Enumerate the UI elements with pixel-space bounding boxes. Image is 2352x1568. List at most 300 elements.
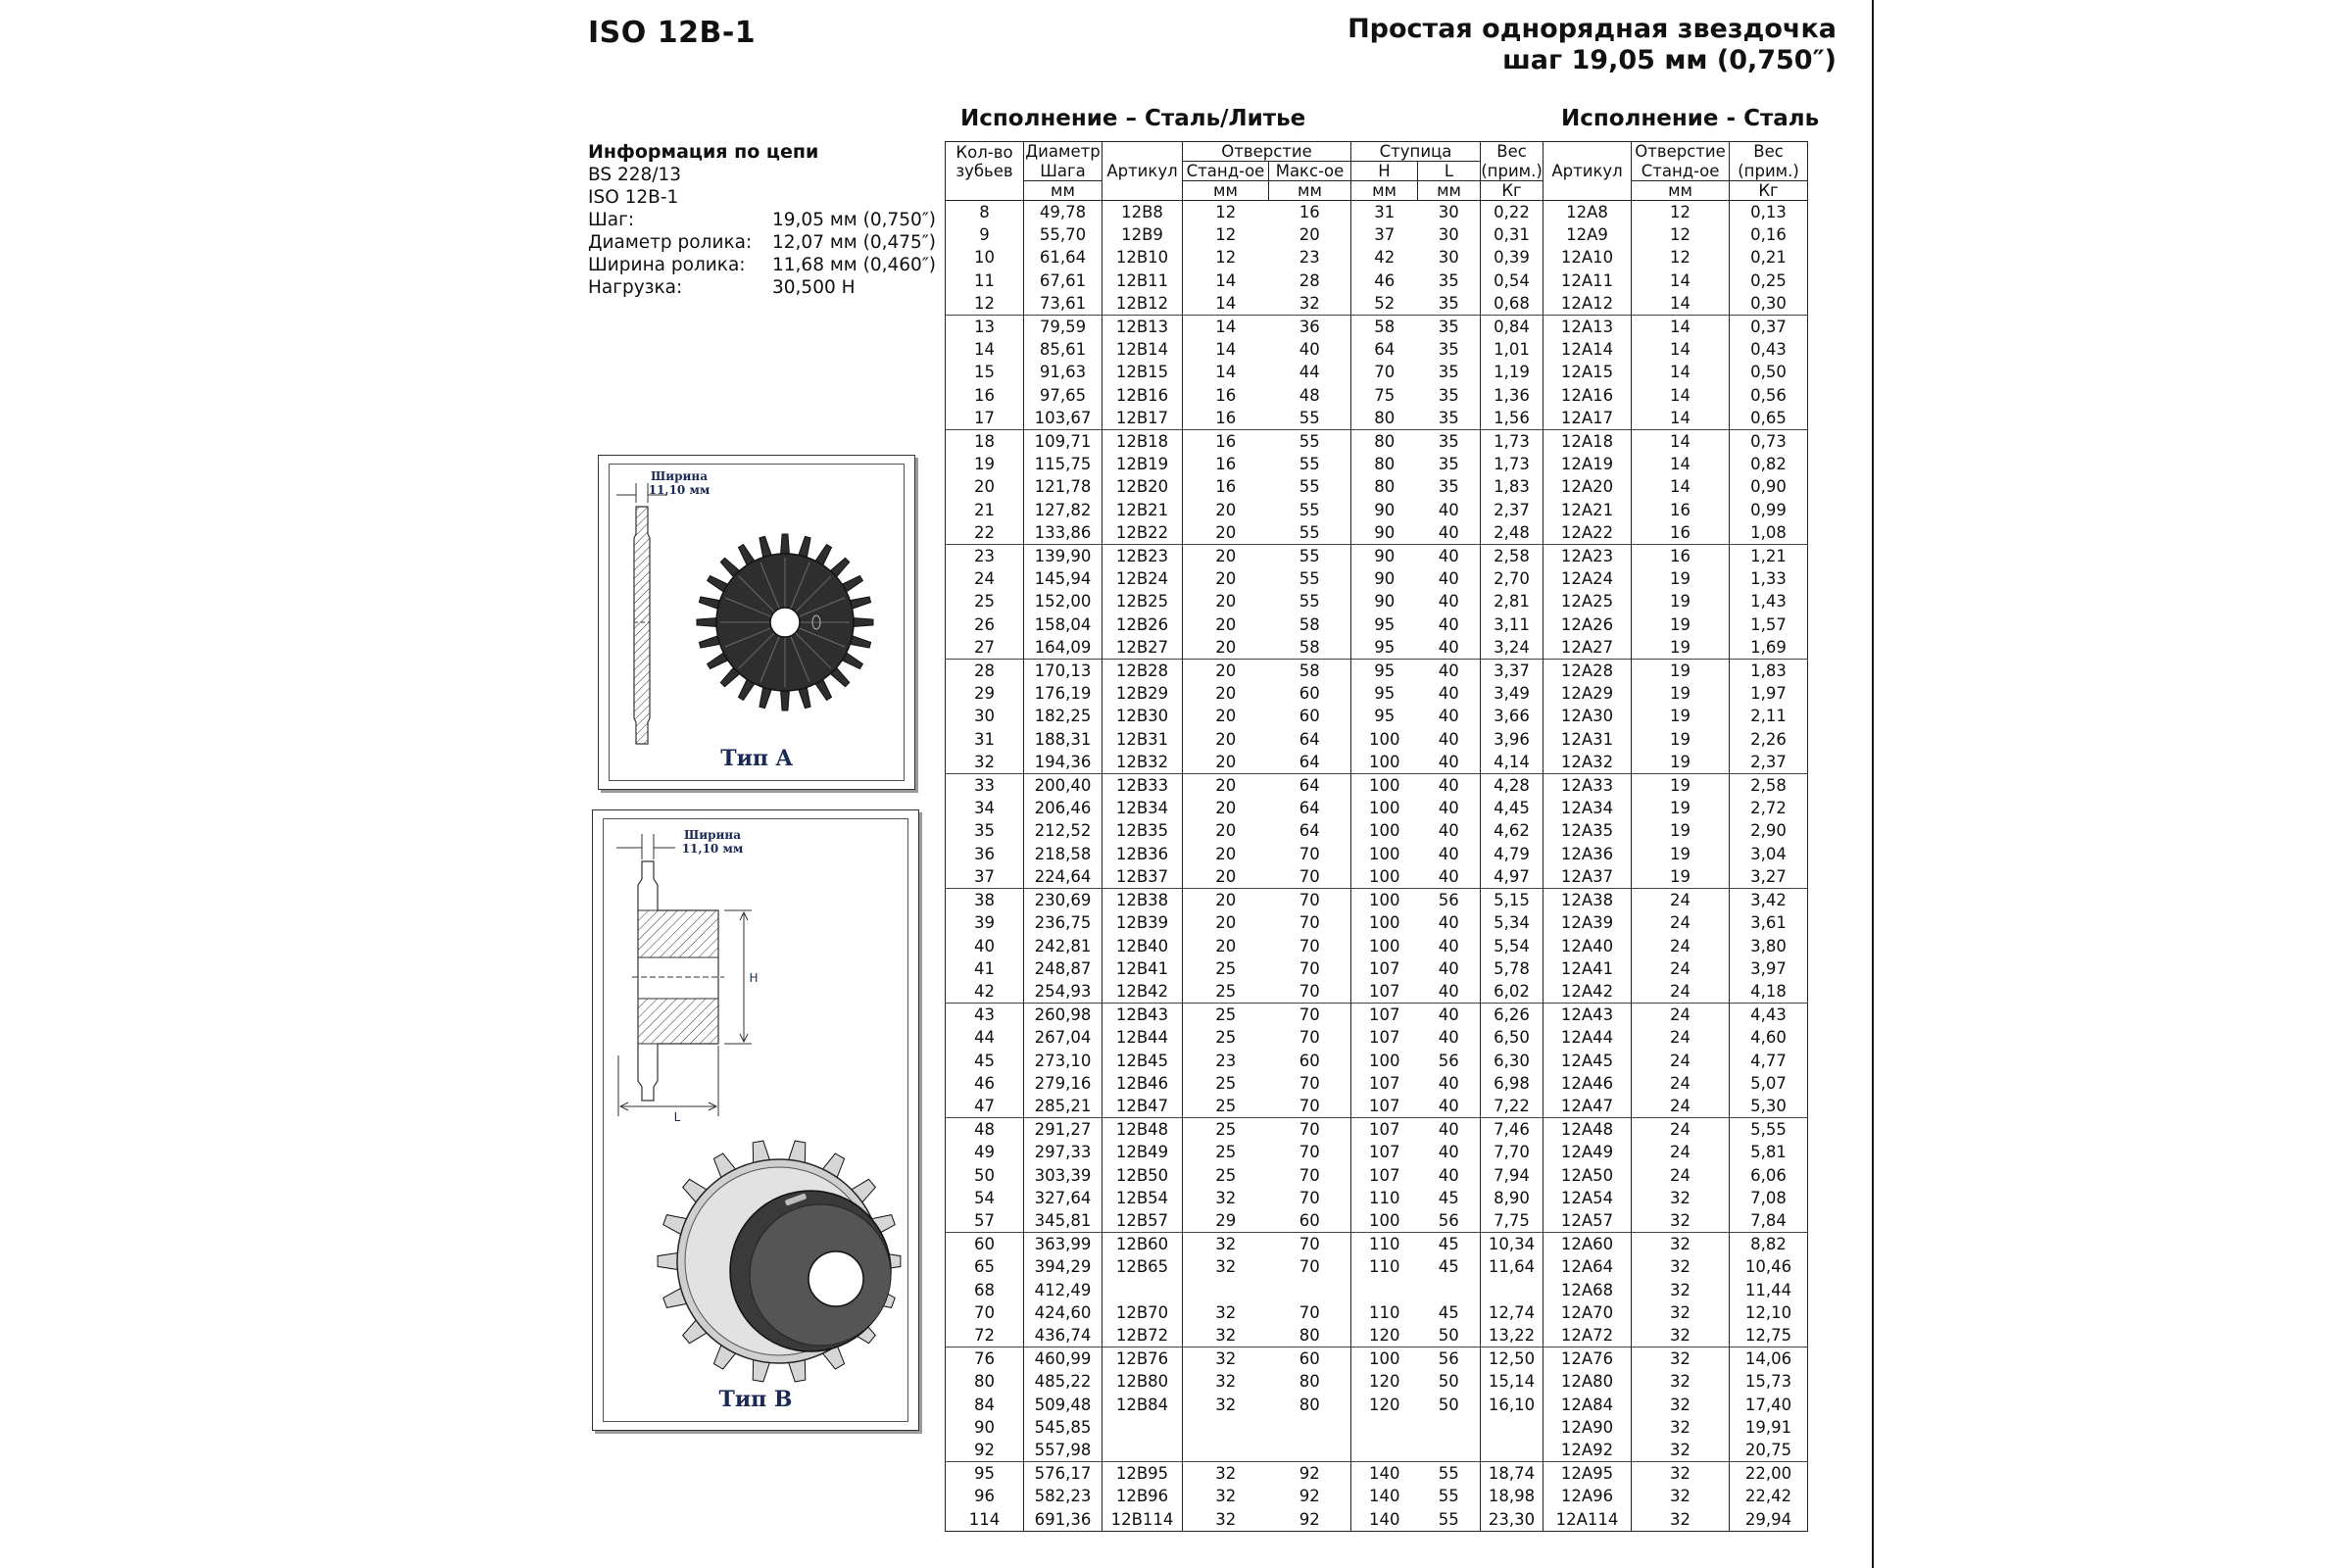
cell-bore-max: 58 [1269,613,1351,636]
cell-article-steel: 12A64 [1544,1255,1632,1278]
col-header-pitch-diameter: Диаметр [1025,142,1101,162]
cell-bore-max: 70 [1269,889,1351,912]
cell-hub-h: 90 [1374,592,1396,612]
cell-teeth: 27 [946,636,1024,660]
cell-hub-h [1351,1279,1418,1301]
cell-bore-max: 16 [1269,201,1351,224]
cell-hub-l: 40 [1418,843,1481,865]
cell-pitch-diameter: 582,23 [1024,1485,1102,1507]
cell-article-steel: 12A13 [1544,316,1632,339]
cell-hub-l [1418,1279,1481,1301]
cell-bore-steel: 32 [1632,1462,1730,1486]
cell-article-steel: 12A57 [1544,1209,1632,1233]
cell-pitch-diameter: 345,81 [1024,1209,1102,1233]
table-row [946,1324,1808,1348]
cell-pitch-diameter: 164,09 [1024,636,1102,660]
cell-bore-steel: 19 [1632,636,1730,660]
cell-weight-steel: 12,10 [1744,1302,1792,1322]
cell-hub-l: 55 [1418,1462,1481,1486]
cell-hub-h: 31 [1374,203,1396,221]
cell-hub-h: 140 [1369,1487,1400,1506]
cell-hub-l: 35 [1418,407,1481,430]
cell-hub-l: 35 [1418,270,1481,292]
cell-pitch-diameter: 254,93 [1024,980,1102,1004]
cell-pitch-diameter: 545,85 [1024,1416,1102,1439]
cell-hub-h: 90 [1351,545,1418,568]
cell-bore-max: 70 [1269,865,1351,889]
cell-weight-steel: 3,80 [1750,936,1787,956]
cell-hub-l: 40 [1418,911,1481,934]
cell-bore-steel: 19 [1632,682,1730,705]
cell-teeth: 72 [946,1324,1024,1348]
cell-bore-steel: 24 [1632,980,1730,1004]
cell-bore-max: 20 [1269,223,1351,246]
cell-teeth: 40 [946,935,1024,957]
col-header-weight-steel: Вес [1753,142,1784,162]
cell-teeth: 28 [946,660,1024,683]
cell-pitch-diameter: 103,67 [1024,407,1102,430]
cell-weight: 7,70 [1481,1141,1544,1163]
cell-weight-steel: 14,06 [1730,1348,1808,1371]
cell-teeth: 114 [946,1508,1024,1532]
cell-weight: 0,54 [1481,270,1544,292]
cell-pitch-diameter: 327,64 [1024,1187,1102,1209]
cell-hub-l: 35 [1418,475,1481,498]
doc-heading-line1: Простая однорядная звездочка [1348,14,1837,44]
cell-bore-std: 16 [1215,408,1237,427]
table-row [946,797,1808,819]
cell-bore-steel: 32 [1632,1279,1730,1301]
cell-bore-std: 20 [1215,913,1237,933]
cell-article-steel: 12A37 [1544,865,1632,889]
cell-weight-steel: 8,82 [1730,1233,1808,1256]
cell-bore-std: 20 [1215,569,1237,589]
cell-bore-std: 20 [1215,729,1237,749]
cell-hub-l: 40 [1418,728,1481,751]
cell-hub-h: 107 [1351,1118,1418,1142]
table-row [946,590,1808,612]
cell-pitch-diameter: 273,10 [1024,1050,1102,1072]
cell-bore-steel: 19 [1632,613,1730,636]
col-header-bore-steel-std: Станд-ое [1632,162,1730,181]
cell-weight: 3,37 [1481,660,1544,683]
cell-bore-max: 64 [1269,751,1351,774]
cell-hub-h [1351,1416,1418,1439]
col-header-bore-std: Станд-ое [1183,162,1269,181]
cell-teeth: 49 [946,1141,1024,1163]
cell-bore-std: 25 [1215,1165,1237,1185]
cell-weight-steel: 1,83 [1730,660,1808,683]
cell-bore-std: 25 [1215,1143,1237,1162]
cell-hub-h [1351,1439,1418,1462]
width-label-value: 11,10 мм [681,842,744,856]
cell-bore-steel: 32 [1632,1233,1730,1256]
cell-teeth: 24 [946,567,1024,590]
cell-weight: 7,94 [1481,1164,1544,1187]
cell-article-steel: 12A46 [1544,1072,1632,1095]
cell-weight-steel: 17,40 [1744,1395,1792,1414]
cell-weight-steel: 22,00 [1730,1462,1808,1486]
cell-pitch-diameter: 260,98 [1024,1004,1102,1027]
cell-weight: 4,62 [1481,819,1544,842]
cell-article: 12B25 [1102,590,1183,612]
cell-teeth: 9 [946,223,1024,246]
col-header-bore: Отверстие [1183,142,1351,162]
cell-weight: 7,75 [1481,1209,1544,1233]
cell-bore-std: 12 [1215,248,1237,268]
table-row [946,774,1808,798]
cell-weight [1481,1279,1544,1301]
cell-article-steel: 12A76 [1544,1348,1632,1371]
cell-article-steel: 12A14 [1544,338,1632,361]
cell-bore-std: 20 [1215,821,1237,841]
cell-pitch-diameter: 285,21 [1024,1095,1102,1118]
cell-bore-std: 14 [1215,363,1237,382]
cell-article-steel: 12A39 [1544,911,1632,934]
cell-bore-std: 20 [1215,637,1237,657]
cell-hub-l: 40 [1418,499,1481,521]
table-row [946,751,1808,774]
cell-hub-h: 80 [1374,408,1396,427]
cell-bore-max [1269,1416,1351,1439]
cell-bore-max: 55 [1269,430,1351,454]
cell-bore-steel: 24 [1632,1118,1730,1142]
table-header [946,142,1808,201]
cell-hub-l: 40 [1418,1072,1481,1095]
cell-bore-max: 60 [1269,1348,1351,1371]
sprocket-spec-table [945,141,1808,1532]
cell-hub-l: 40 [1418,819,1481,842]
cell-weight: 4,97 [1481,865,1544,889]
cell-bore-std [1183,1416,1269,1439]
cell-bore-max: 55 [1269,590,1351,612]
cell-bore-steel: 14 [1632,270,1730,292]
cell-article-steel: 12A96 [1544,1485,1632,1507]
table-row [946,292,1808,316]
cell-bore-max: 32 [1269,292,1351,316]
cell-hub-l: 40 [1418,1118,1481,1142]
table-row [946,935,1808,957]
cell-bore-std: 20 [1215,752,1237,771]
cell-bore-steel: 24 [1632,1141,1730,1163]
cell-teeth: 47 [946,1095,1024,1118]
cell-article-steel: 12A92 [1544,1439,1632,1462]
cell-hub-h: 110 [1351,1233,1418,1256]
cell-hub-l: 40 [1418,774,1481,798]
cell-teeth: 76 [946,1348,1024,1371]
cell-weight: 4,45 [1481,797,1544,819]
cell-pitch-diameter: 67,61 [1024,270,1102,292]
cell-article: 12B114 [1102,1508,1183,1532]
cell-pitch-diameter: 79,59 [1024,316,1102,339]
cell-bore-steel: 14 [1632,292,1730,316]
cell-article: 12B37 [1102,865,1183,889]
cell-bore-std: 20 [1215,592,1237,612]
cell-bore-max: 64 [1269,819,1351,842]
cell-bore-steel: 14 [1632,338,1730,361]
table-row [946,475,1808,498]
figure-type-a [598,455,915,790]
cell-bore-max: 60 [1269,705,1351,727]
cell-hub-l: 55 [1418,1485,1481,1507]
cell-weight: 1,73 [1481,430,1544,454]
cell-article: 12B84 [1102,1394,1183,1416]
cell-bore-std: 20 [1215,614,1237,634]
cell-hub-l: 40 [1418,865,1481,889]
cell-article-steel: 12A11 [1544,270,1632,292]
cell-hub-l: 40 [1418,545,1481,568]
cell-article: 12B31 [1102,728,1183,751]
cell-article-steel: 12A34 [1544,797,1632,819]
cell-bore-max: 55 [1269,567,1351,590]
cell-weight: 3,24 [1481,636,1544,660]
cell-hub-l: 35 [1418,338,1481,361]
cell-hub-h: 110 [1369,1257,1400,1277]
cell-bore-max: 80 [1269,1394,1351,1416]
cell-article-steel: 12A38 [1544,889,1632,912]
chain-info-value: 19,05 мм (0,750″) [772,210,936,230]
table-row [946,1095,1808,1118]
cell-bore-steel: 32 [1632,1485,1730,1507]
cell-hub-l: 40 [1418,1026,1481,1049]
table-row [946,1164,1808,1187]
cell-teeth: 17 [946,407,1024,430]
cell-article-steel: 12A15 [1544,361,1632,383]
cell-bore-std: 32 [1183,1348,1269,1371]
cell-hub-h: 95 [1374,707,1396,726]
cell-bore-steel: 32 [1632,1416,1730,1439]
cell-article-steel: 12A16 [1544,384,1632,407]
cell-bore-std: 20 [1215,500,1237,519]
table-body [946,201,1808,1532]
cell-bore-std: 14 [1215,293,1237,313]
cell-weight-steel: 0,73 [1730,430,1808,454]
cell-hub-l: 50 [1418,1394,1481,1416]
cell-article: 12B19 [1102,453,1183,475]
cell-weight: 5,78 [1481,957,1544,980]
cell-hub-h: 140 [1351,1508,1418,1532]
cell-hub-h: 107 [1369,981,1400,1001]
cell-hub-l: 56 [1418,889,1481,912]
cell-pitch-diameter: 297,33 [1024,1141,1102,1163]
cell-article-steel: 12A31 [1544,728,1632,751]
cell-hub-h: 80 [1351,430,1418,454]
cell-article [1102,1439,1183,1462]
chain-info-row [588,209,941,231]
cell-article: 12B47 [1102,1095,1183,1118]
cell-pitch-diameter: 188,31 [1024,728,1102,751]
table-row [946,1348,1808,1371]
cell-teeth: 21 [946,499,1024,521]
cell-bore-std: 29 [1215,1210,1237,1230]
cell-bore-std: 20 [1215,799,1237,818]
cell-bore-steel: 24 [1632,889,1730,912]
cell-teeth: 20 [946,475,1024,498]
cell-bore-max: 70 [1269,1072,1351,1095]
cell-weight-steel: 5,07 [1750,1073,1787,1093]
cell-weight-steel: 19,91 [1744,1417,1792,1437]
cell-article-steel: 12A54 [1544,1187,1632,1209]
cell-weight-steel: 2,72 [1750,799,1787,818]
cell-article: 12B43 [1102,1004,1183,1027]
cell-hub-l: 50 [1418,1324,1481,1348]
cell-bore-std: 25 [1215,1073,1237,1093]
cell-weight-steel: 1,21 [1730,545,1808,568]
cell-bore-std: 32 [1183,1233,1269,1256]
cell-hub-h: 95 [1374,637,1396,657]
cell-bore-std: 16 [1183,430,1269,454]
cell-bore-max: 58 [1269,660,1351,683]
cell-pitch-diameter: 139,90 [1024,545,1102,568]
cell-teeth: 65 [946,1255,1024,1278]
cell-teeth: 38 [946,889,1024,912]
cell-weight: 6,26 [1481,1004,1544,1027]
cell-teeth: 57 [946,1209,1024,1233]
cell-article-steel: 12A95 [1544,1462,1632,1486]
cell-hub-h: 100 [1369,729,1400,749]
cell-bore-max: 70 [1269,1095,1351,1118]
cell-pitch-diameter: 424,60 [1024,1301,1102,1324]
table-row [946,819,1808,842]
cell-article-steel: 12A32 [1544,751,1632,774]
cell-article: 12B39 [1102,911,1183,934]
cell-teeth: 31 [946,728,1024,751]
cell-weight-steel: 4,60 [1750,1028,1787,1048]
cell-pitch-diameter: 152,00 [1024,590,1102,612]
table-row [946,521,1808,545]
cell-bore-steel: 14 [1632,475,1730,498]
cell-bore-steel: 32 [1632,1255,1730,1278]
cell-weight: 6,02 [1481,980,1544,1004]
cell-hub-h: 90 [1374,522,1396,542]
cell-hub-h: 100 [1369,936,1400,956]
chain-info-row [588,254,941,276]
table-row [946,270,1808,292]
table-row [946,705,1808,727]
cell-bore-max: 60 [1269,1209,1351,1233]
chain-info-standard: ISO 12B-1 [588,187,679,208]
chain-info [588,141,941,299]
table-row [946,430,1808,454]
cell-bore-std: 32 [1183,1462,1269,1486]
cell-weight-steel: 4,18 [1750,981,1787,1001]
cell-bore-steel: 32 [1632,1187,1730,1209]
cell-article-steel: 12A60 [1544,1233,1632,1256]
table-row [946,361,1808,383]
cell-pitch-diameter: 73,61 [1024,292,1102,316]
cell-bore-std: 14 [1183,316,1269,339]
cell-pitch-diameter: 242,81 [1024,935,1102,957]
cell-hub-l: 40 [1418,567,1481,590]
cell-weight: 2,37 [1481,499,1544,521]
cell-article-steel: 12A17 [1544,407,1632,430]
unit-bore-std: мм [1183,181,1269,201]
cell-hub-h: 100 [1369,752,1400,771]
cell-weight [1481,1439,1544,1462]
cell-bore-max: 70 [1269,980,1351,1004]
cell-bore-steel: 19 [1632,728,1730,751]
cell-teeth: 41 [946,957,1024,980]
cell-weight-steel: 1,57 [1750,614,1787,634]
cell-pitch-diameter: 200,40 [1024,774,1102,798]
cell-bore-std: 16 [1215,477,1237,497]
cell-hub-l: 56 [1418,1050,1481,1072]
cell-bore-steel: 24 [1632,1026,1730,1049]
table-row [946,980,1808,1004]
cell-article-steel: 12A10 [1544,246,1632,269]
cell-article: 12B16 [1102,384,1183,407]
cell-article: 12B18 [1102,430,1183,454]
cell-pitch-diameter: 158,04 [1024,613,1102,636]
col-header-teeth: Кол-во зубьев [946,142,1024,181]
cell-pitch-diameter: 97,65 [1024,384,1102,407]
table-row [946,407,1808,430]
cell-bore-steel: 19 [1632,705,1730,727]
cell-bore-std: 20 [1183,889,1269,912]
cell-teeth: 15 [946,361,1024,383]
cell-bore-steel: 16 [1632,499,1730,521]
cell-pitch-diameter: 412,49 [1024,1279,1102,1301]
cell-bore-std: 20 [1215,707,1237,726]
cell-hub-l: 30 [1418,223,1481,246]
cell-pitch-diameter: 363,99 [1024,1233,1102,1256]
cell-article-steel: 12A43 [1544,1004,1632,1027]
cell-weight-steel: 0,21 [1750,248,1787,268]
cell-bore-steel: 12 [1632,246,1730,269]
cell-hub-h: 100 [1369,866,1400,886]
cell-weight-steel: 5,55 [1730,1118,1808,1142]
cell-weight-steel: 4,77 [1750,1051,1787,1070]
cell-weight-steel: 3,42 [1730,889,1808,912]
cell-article: 12B10 [1102,246,1183,269]
cell-article: 12B21 [1102,499,1183,521]
cell-weight: 6,30 [1481,1050,1544,1072]
cell-article-steel: 12A24 [1544,567,1632,590]
cell-weight-steel: 5,81 [1750,1143,1787,1162]
cell-teeth: 11 [946,270,1024,292]
cell-weight: 18,74 [1481,1462,1544,1486]
cell-bore-std: 20 [1183,774,1269,798]
cell-teeth: 16 [946,384,1024,407]
cell-hub-l: 35 [1418,316,1481,339]
cell-bore-steel: 24 [1632,935,1730,957]
cell-weight-steel: 0,50 [1750,363,1787,382]
cell-pitch-diameter: 194,36 [1024,751,1102,774]
cell-pitch-diameter: 691,36 [1024,1508,1102,1532]
cell-article-steel: 12A19 [1544,453,1632,475]
cell-teeth: 35 [946,819,1024,842]
unit-bore-max: мм [1269,181,1351,201]
cell-hub-l: 40 [1418,957,1481,980]
cell-article: 12B20 [1102,475,1183,498]
col-header-hub-h: H [1351,162,1418,181]
cell-weight: 7,46 [1481,1118,1544,1142]
cell-weight [1481,1416,1544,1439]
cell-bore-max: 58 [1269,636,1351,660]
table-row [946,636,1808,660]
cell-pitch-diameter: 182,25 [1024,705,1102,727]
cell-hub-h: 107 [1369,1143,1400,1162]
cell-hub-l: 40 [1418,705,1481,727]
cell-hub-h: 100 [1351,774,1418,798]
cell-weight-steel: 0,30 [1750,293,1787,313]
cell-bore-max: 70 [1269,1233,1351,1256]
chain-info-key: Ширина ролика: [588,255,746,275]
cell-bore-max: 64 [1269,774,1351,798]
table-row [946,865,1808,889]
cell-teeth: 18 [946,430,1024,454]
col-header-article-steel: Артикул [1544,142,1632,201]
